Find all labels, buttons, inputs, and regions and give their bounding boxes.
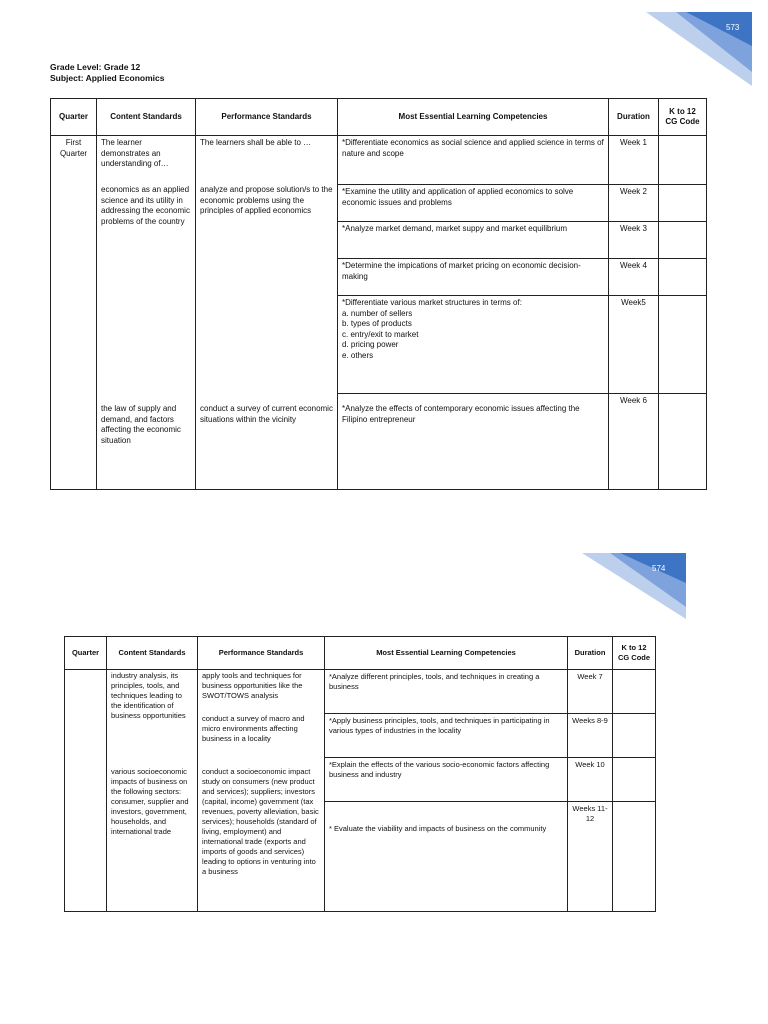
col-header: K to 12 CG Code (659, 99, 707, 136)
duration-cell: Week 4 (609, 259, 659, 296)
col-header: Most Essential Learning Competencies (325, 637, 568, 670)
duration-cell: Weeks 8-9 (568, 714, 613, 758)
corner-triangle-graphic (582, 553, 686, 619)
competency-cell: *Differentiate various market structures in terms of: a. number of sellers b. types of products c. entry/exit to market d. pricing power e. others (338, 296, 609, 394)
cg-code-cell (613, 670, 656, 714)
content-standard: The learner demonstrates an understanding of… (101, 138, 169, 168)
table-row (65, 670, 656, 714)
page-number: 574 (652, 564, 666, 573)
cg-code-cell (659, 185, 707, 222)
page-corner-574 (582, 553, 686, 619)
performance-standard: conduct a survey of macro and micro environments affecting business in a locality (202, 714, 305, 743)
competency-cell: *Analyze market demand, market suppy and market equilibrium (338, 222, 609, 259)
cg-code-cell (659, 222, 707, 259)
competency-cell: *Apply business principles, tools, and techniques in participating in various types of industries in the locality (325, 714, 568, 758)
cg-code-cell (613, 758, 656, 802)
quarter-cell (65, 670, 107, 912)
duration-cell: Week 6 (609, 394, 659, 490)
content-standard: industry analysis, its principles, tools, and techniques leading to the identification of business opportunities (111, 671, 186, 720)
col-header: Most Essential Learning Competencies (338, 99, 609, 136)
performance-standard: analyze and propose solution/s to the economic problems using the principles of applied economics (200, 185, 333, 215)
performance-standard: conduct a socioeconomic impact study on consumers (new product and services); suppliers; investors (capital, income) government (tax revenues, poverty alleviation, basic services); households (standard of living, employment) and international trade (exports and imports of goods and services) leading to options in venturing into a business (202, 767, 319, 876)
col-header: Content Standards (107, 637, 198, 670)
cg-code-cell (659, 259, 707, 296)
competency-cell: *Examine the utility and application of applied economics to solve economic issues and problems (338, 185, 609, 222)
performance-standard: apply tools and techniques for business opportunities like the SWOT/TOWS analysis (202, 671, 303, 700)
performance-standard: The learners shall be able to … (200, 138, 312, 147)
cg-code-cell (659, 394, 707, 490)
duration-cell: Weeks 11-12 (568, 802, 613, 912)
page-corner-573 (646, 12, 752, 86)
competency-cell: *Determine the impications of market pricing on economic decision-making (338, 259, 609, 296)
content-standards-cell (97, 136, 196, 490)
cg-code-cell (659, 296, 707, 394)
table-header-row (65, 637, 656, 670)
competency-table-573 (50, 98, 707, 490)
cg-code-cell (613, 714, 656, 758)
duration-cell: Week5 (609, 296, 659, 394)
competency-cell: *Analyze different principles, tools, and techniques in creating a business (325, 670, 568, 714)
duration-cell: Week 3 (609, 222, 659, 259)
col-header: Quarter (65, 637, 107, 670)
quarter-cell: First Quarter (51, 136, 97, 490)
col-header: Performance Standards (198, 637, 325, 670)
duration-cell: Week 7 (568, 670, 613, 714)
competency-cell: *Differentiate economics as social science and applied science in terms of nature and scope (338, 136, 609, 185)
table-header-row (51, 99, 707, 136)
cg-code-cell (613, 802, 656, 912)
col-header: Duration (568, 637, 613, 670)
duration-cell: Week 1 (609, 136, 659, 185)
competency-cell: *Explain the effects of the various socio-economic factors affecting business and industry (325, 758, 568, 802)
duration-cell: Week 10 (568, 758, 613, 802)
col-header: K to 12 CG Code (613, 637, 656, 670)
content-standard: various socioeconomic impacts of business on the following sectors: consumer, supplier and investors, government, households, and international trade (111, 767, 189, 836)
content-standards-cell (107, 670, 198, 912)
grade-level: Grade Level: Grade 12 (50, 62, 141, 72)
col-header: Performance Standards (196, 99, 338, 136)
competency-cell: *Analyze the effects of contemporary economic issues affecting the Filipino entrepreneur (338, 394, 609, 490)
competency-table-574 (64, 636, 656, 912)
col-header: Quarter (51, 99, 97, 136)
document-meta (50, 62, 164, 84)
performance-standards-cell (198, 670, 325, 912)
content-standard: the law of supply and demand, and factors affecting the economic situation (101, 404, 181, 445)
subject: Subject: Applied Economics (50, 73, 165, 83)
page-number: 573 (726, 23, 740, 32)
col-header: Content Standards (97, 99, 196, 136)
table-row (51, 136, 707, 185)
competency-cell: * Evaluate the viability and impacts of business on the community (325, 802, 568, 912)
cg-code-cell (659, 136, 707, 185)
col-header: Duration (609, 99, 659, 136)
performance-standard: conduct a survey of current economic situations within the vicinity (200, 404, 333, 424)
performance-standards-cell (196, 136, 338, 490)
content-standard: economics as an applied science and its utility in addressing the economic problems of the country (101, 185, 190, 226)
duration-cell: Week 2 (609, 185, 659, 222)
